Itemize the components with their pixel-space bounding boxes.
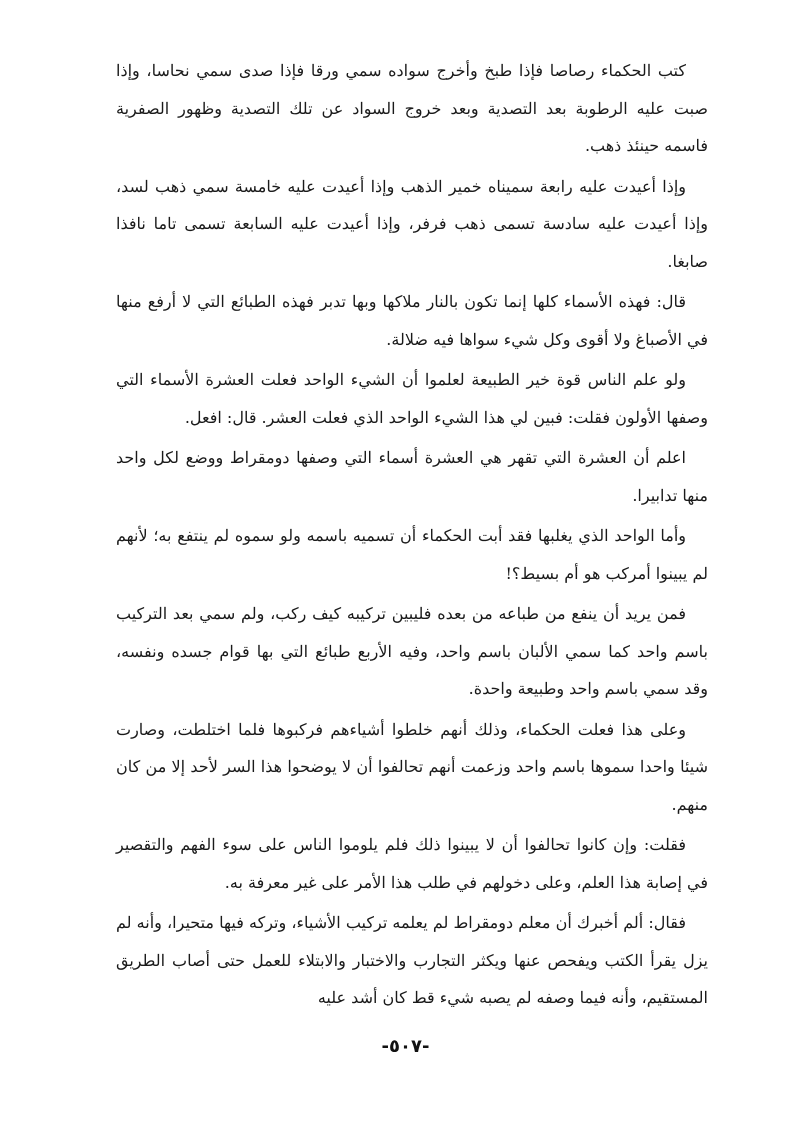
page-number: -٥٠٧-	[381, 1036, 430, 1057]
paragraph-6: وأما الواحد الذي يغلبها فقد أبت الحكماء أن تسميه باسمه ولو سموه لم ينتفع به؛ لأنهم لم يبينوا أمركب هو أم بسيط؟!	[116, 526, 708, 583]
paragraph-2: وإذا أعيدت عليه رابعة سميناه خمير الذهب وإذا أعيدت عليه خامسة سمي ذهب لسد، وإذا أعيدت عليه سادسة تسمى ذهب فرفر، وإذا أعيدت عليه السابعة تسمى تاما نافذا صابغا.	[116, 176, 708, 271]
paragraph-5: اعلم أن العشرة التي تقهر هي العشرة أسماء التي وصفها دومقراط ووضع لكل واحد منها تدابيرا.	[116, 448, 708, 505]
paragraph-7: فمن يريد أن ينفع من طباعه من بعده فليبين تركيبه كيف ركب، ولم سمي بعد التركيب باسم واحد كما سمي الألبان باسم واحد، وفيه الأربع طبائع التي بها قوام جسده ونفسه، وقد سمي باسم واحد وطبيعة واحدة.	[116, 604, 708, 698]
paragraph-1: كتب الحكماء رصاصا فإذا طبخ وأخرج سواده سمي ورقا فإذا صدى سمي نحاسا، وإذا صبت عليه الرطوبة بعد التصدية وبعد خروج السواد عن تلك التصدية وظهور الصفرية فاسمه حينئذ ذهب.	[116, 61, 708, 155]
paragraph-10: فقال: ألم أخبرك أن معلم دومقراط لم يعلمه تركيب الأشياء، وتركه فيها متحيرا، وأنه لم يزل يقرأ الكتب ويفحص عنها ويكثر التجارب والاختبار والابتلاء للعمل حتى أصاب الطريق المستقيم، وأنه فيما وصفه لم يصبه شيء قط كان أشد عليه	[116, 913, 708, 1007]
paragraph-9: فقلت: وإن كانوا تحالفوا أن لا يبينوا ذلك فلم يلوموا الناس على سوء الفهم والتقصير في إصابة هذا العلم، وعلى دخولهم في طلب هذا الأمر على غير معرفة به.	[116, 835, 708, 892]
paragraph-4: ولو علم الناس قوة خير الطبيعة لعلموا أن الشيء الواحد فعلت العشرة الأسماء التي وصفها الأولون فقلت: فبين لي هذا الشيء الواحد الذي فعلت العشر. قال: افعل.	[116, 370, 708, 427]
paragraph-3: قال: فهذه الأسماء كلها إنما تكون بالنار ملاكها وبها تدبر فهذه الطبائع التي لا أرفع منها في الأصباغ ولا أقوى وكل شيء سواها فيه ضلالة.	[116, 292, 708, 349]
page-body	[116, 52, 708, 1020]
paragraph-8: وعلى هذا فعلت الحكماء، وذلك أنهم خلطوا أشياءهم فركبوها فلما اختلطت، وصارت شيئا واحدا سموها باسم واحد وزعمت أنهم تحالفوا أن لا يوضحوا هذا السر لأحد إلا من كان منهم.	[116, 719, 708, 814]
